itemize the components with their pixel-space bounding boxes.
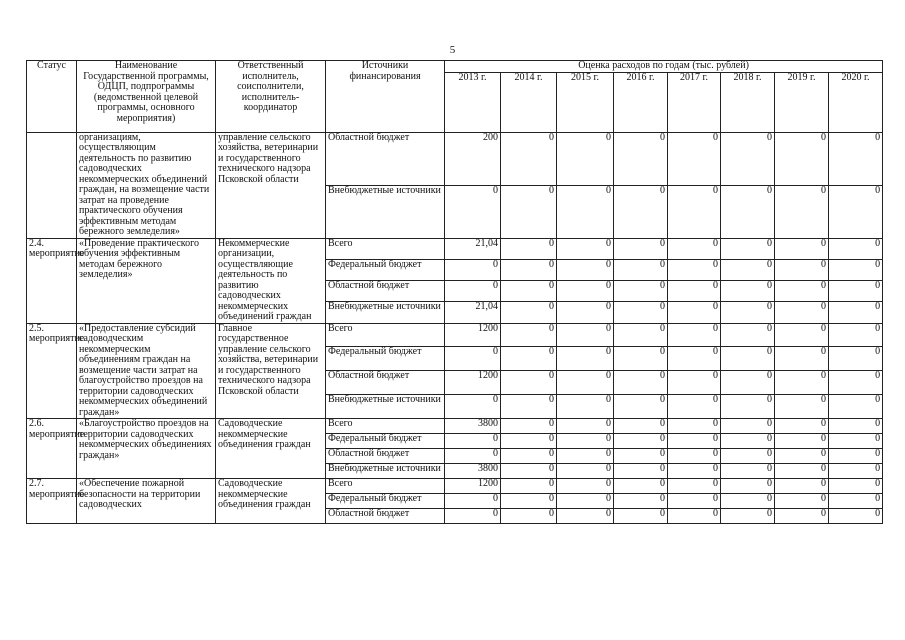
value-cell: 0	[829, 434, 883, 449]
value-cell: 0	[445, 494, 501, 509]
source-cell: Внебюджетные источники	[326, 395, 445, 419]
value-cell: 0	[614, 302, 668, 323]
value-cell: 0	[557, 449, 614, 464]
name-cell: «Предоставление субсидий садоводческим некоммерческим объединениям граждан на возмещение части затрат на благоустройство проездов на территории садоводческих некоммерческих объединений граждан»	[77, 323, 216, 419]
value-cell: 0	[501, 132, 557, 185]
source-cell: Внебюджетные источники	[326, 464, 445, 479]
value-cell: 0	[721, 371, 775, 395]
value-cell: 0	[829, 238, 883, 259]
value-cell: 0	[501, 259, 557, 280]
value-cell: 0	[445, 281, 501, 302]
value-cell: 0	[668, 449, 721, 464]
value-cell: 0	[721, 464, 775, 479]
value-cell: 0	[614, 347, 668, 371]
value-cell: 0	[501, 434, 557, 449]
source-cell: Областной бюджет	[326, 449, 445, 464]
table-body	[27, 132, 883, 524]
value-cell: 0	[614, 238, 668, 259]
value-cell: 0	[614, 132, 668, 185]
value-cell: 0	[557, 302, 614, 323]
header-name: Наименование Государственной программы, ОДЦП, подпрограммы (ведомственной целевой программы, основного мероприятия)	[77, 61, 216, 133]
value-cell: 0	[445, 259, 501, 280]
name-cell: «Благоустройство проездов на территории садоводческих некоммерческих объединениях граждан»	[77, 419, 216, 479]
header-year: 2019 г.	[775, 72, 829, 132]
value-cell: 0	[614, 281, 668, 302]
value-cell: 0	[614, 479, 668, 494]
value-cell: 0	[501, 371, 557, 395]
value-cell: 0	[775, 464, 829, 479]
value-cell: 0	[557, 259, 614, 280]
value-cell: 0	[829, 479, 883, 494]
status-cell: 2.7. мероприятие	[27, 479, 77, 524]
value-cell: 0	[501, 509, 557, 524]
value-cell: 0	[775, 509, 829, 524]
header-status: Статус	[27, 61, 77, 133]
value-cell: 0	[668, 323, 721, 347]
value-cell: 0	[501, 395, 557, 419]
value-cell: 0	[557, 185, 614, 238]
value-cell: 0	[721, 449, 775, 464]
status-cell: 2.5. мероприятие	[27, 323, 77, 419]
value-cell: 0	[668, 464, 721, 479]
value-cell: 0	[614, 323, 668, 347]
source-cell: Областной бюджет	[326, 281, 445, 302]
value-cell: 0	[501, 302, 557, 323]
value-cell: 0	[557, 419, 614, 434]
value-cell: 0	[445, 185, 501, 238]
value-cell: 3800	[445, 419, 501, 434]
name-cell: «Проведение практического обучения эффективным методам бережного земледелия»	[77, 238, 216, 323]
value-cell: 0	[721, 434, 775, 449]
source-cell: Всего	[326, 479, 445, 494]
value-cell: 0	[829, 464, 883, 479]
value-cell: 0	[775, 259, 829, 280]
header-sources: Источники финансирования	[326, 61, 445, 133]
value-cell: 0	[557, 371, 614, 395]
source-cell: Внебюджетные источники	[326, 185, 445, 238]
status-cell: 2.4. мероприятие	[27, 238, 77, 323]
value-cell: 0	[668, 302, 721, 323]
value-cell: 0	[829, 395, 883, 419]
value-cell: 0	[721, 395, 775, 419]
table-row	[27, 238, 883, 259]
value-cell: 0	[501, 479, 557, 494]
executor-cell: управление сельского хозяйства, ветеринарии и государственного технического надзора Псковской области	[216, 132, 326, 238]
source-cell: Всего	[326, 238, 445, 259]
value-cell: 0	[557, 238, 614, 259]
source-cell: Областной бюджет	[326, 132, 445, 185]
value-cell: 0	[614, 395, 668, 419]
table-row	[27, 419, 883, 434]
status-cell: 2.6. мероприятие	[27, 419, 77, 479]
source-cell: Федеральный бюджет	[326, 259, 445, 280]
value-cell: 0	[668, 419, 721, 434]
value-cell: 0	[775, 395, 829, 419]
header-year: 2015 г.	[557, 72, 614, 132]
value-cell: 0	[829, 259, 883, 280]
value-cell: 0	[614, 449, 668, 464]
executor-cell: Некоммерческие организации, осуществляющие деятельность по развитию садоводческих некоммерческих объединений граждан	[216, 238, 326, 323]
source-cell: Федеральный бюджет	[326, 347, 445, 371]
header-year: 2013 г.	[445, 72, 501, 132]
value-cell: 0	[721, 259, 775, 280]
value-cell: 0	[614, 419, 668, 434]
value-cell: 0	[501, 185, 557, 238]
value-cell: 0	[501, 347, 557, 371]
value-cell: 0	[557, 509, 614, 524]
name-cell: организациям, осуществляющим деятельность по развитию садоводческих некоммерческих объединений граждан, на возмещение части затрат на проведение практического обучения эффективным методам бережного земледелия»	[77, 132, 216, 238]
value-cell: 0	[614, 509, 668, 524]
value-cell: 0	[668, 281, 721, 302]
value-cell: 0	[829, 509, 883, 524]
value-cell: 0	[501, 464, 557, 479]
value-cell: 0	[557, 464, 614, 479]
value-cell: 0	[557, 395, 614, 419]
value-cell: 0	[614, 185, 668, 238]
value-cell: 0	[775, 434, 829, 449]
value-cell: 0	[775, 302, 829, 323]
value-cell: 1200	[445, 371, 501, 395]
value-cell: 0	[721, 302, 775, 323]
value-cell: 0	[557, 281, 614, 302]
value-cell: 0	[829, 132, 883, 185]
value-cell: 0	[775, 449, 829, 464]
value-cell: 0	[668, 132, 721, 185]
executor-cell: Садоводческие некоммерческие объединения граждан	[216, 419, 326, 479]
value-cell: 0	[668, 185, 721, 238]
header-executor: Ответственный исполнитель, соисполнители, исполнитель-координатор	[216, 61, 326, 133]
value-cell: 0	[775, 132, 829, 185]
value-cell: 0	[501, 281, 557, 302]
header-year: 2014 г.	[501, 72, 557, 132]
value-cell: 0	[557, 479, 614, 494]
value-cell: 0	[614, 259, 668, 280]
value-cell: 0	[829, 281, 883, 302]
table-row	[27, 323, 883, 347]
value-cell: 0	[501, 449, 557, 464]
status-cell	[27, 132, 77, 238]
value-cell: 0	[668, 434, 721, 449]
value-cell: 0	[614, 371, 668, 395]
source-cell: Федеральный бюджет	[326, 434, 445, 449]
value-cell: 21,04	[445, 238, 501, 259]
value-cell: 0	[557, 347, 614, 371]
source-cell: Областной бюджет	[326, 509, 445, 524]
value-cell: 0	[614, 494, 668, 509]
value-cell: 1200	[445, 479, 501, 494]
value-cell: 0	[445, 509, 501, 524]
source-cell: Областной бюджет	[326, 371, 445, 395]
header-estimate: Оценка расходов по годам (тыс. рублей)	[445, 61, 883, 73]
value-cell: 0	[829, 494, 883, 509]
value-cell: 0	[501, 323, 557, 347]
value-cell: 0	[721, 509, 775, 524]
value-cell: 0	[721, 281, 775, 302]
value-cell: 0	[829, 371, 883, 395]
value-cell: 0	[721, 347, 775, 371]
header-year: 2016 г.	[614, 72, 668, 132]
value-cell: 0	[721, 238, 775, 259]
value-cell: 0	[721, 132, 775, 185]
header-year: 2017 г.	[668, 72, 721, 132]
value-cell: 0	[775, 323, 829, 347]
value-cell: 0	[775, 238, 829, 259]
value-cell: 200	[445, 132, 501, 185]
page-number: 5	[449, 44, 456, 56]
value-cell: 0	[445, 347, 501, 371]
value-cell: 0	[775, 185, 829, 238]
value-cell: 0	[668, 371, 721, 395]
value-cell: 3800	[445, 464, 501, 479]
value-cell: 0	[775, 347, 829, 371]
value-cell: 0	[668, 259, 721, 280]
executor-cell: Главное государственное управление сельского хозяйства, ветеринарии и государственного технического надзора Псковской области	[216, 323, 326, 419]
value-cell: 0	[721, 494, 775, 509]
value-cell: 0	[501, 494, 557, 509]
value-cell: 0	[445, 434, 501, 449]
name-cell: «Обеспечение пожарной безопасности на территории садоводческих	[77, 479, 216, 524]
value-cell: 0	[829, 449, 883, 464]
value-cell: 0	[668, 347, 721, 371]
value-cell: 1200	[445, 323, 501, 347]
header-year: 2018 г.	[721, 72, 775, 132]
value-cell: 0	[775, 479, 829, 494]
value-cell: 0	[614, 464, 668, 479]
value-cell: 0	[668, 238, 721, 259]
value-cell: 0	[721, 419, 775, 434]
value-cell: 0	[614, 434, 668, 449]
value-cell: 0	[557, 434, 614, 449]
value-cell: 0	[557, 494, 614, 509]
value-cell: 0	[445, 395, 501, 419]
value-cell: 0	[557, 132, 614, 185]
value-cell: 0	[775, 419, 829, 434]
source-cell: Федеральный бюджет	[326, 494, 445, 509]
value-cell: 0	[829, 347, 883, 371]
value-cell: 0	[721, 323, 775, 347]
expenditure-table	[26, 60, 883, 524]
value-cell: 0	[501, 238, 557, 259]
value-cell: 0	[829, 185, 883, 238]
value-cell: 0	[829, 323, 883, 347]
value-cell: 0	[668, 395, 721, 419]
table-row	[27, 479, 883, 494]
source-cell: Всего	[326, 419, 445, 434]
value-cell: 0	[775, 371, 829, 395]
value-cell: 0	[557, 323, 614, 347]
table-row	[27, 132, 883, 185]
value-cell: 0	[829, 419, 883, 434]
value-cell: 0	[668, 494, 721, 509]
value-cell: 0	[775, 281, 829, 302]
source-cell: Внебюджетные источники	[326, 302, 445, 323]
executor-cell: Садоводческие некоммерческие объединения граждан	[216, 479, 326, 524]
header-year: 2020 г.	[829, 72, 883, 132]
value-cell: 21,04	[445, 302, 501, 323]
value-cell: 0	[668, 479, 721, 494]
value-cell: 0	[668, 509, 721, 524]
value-cell: 0	[501, 419, 557, 434]
value-cell: 0	[445, 449, 501, 464]
value-cell: 0	[721, 185, 775, 238]
source-cell: Всего	[326, 323, 445, 347]
value-cell: 0	[775, 494, 829, 509]
value-cell: 0	[829, 302, 883, 323]
value-cell: 0	[721, 479, 775, 494]
